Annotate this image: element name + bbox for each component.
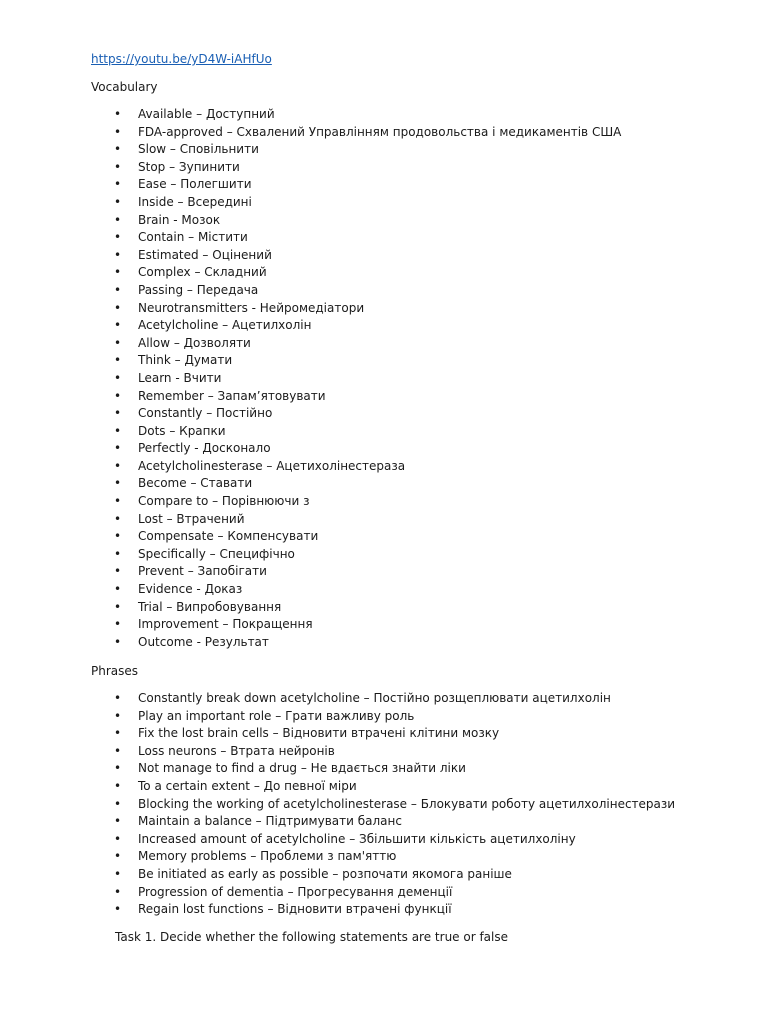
vocabulary-item-text: Dots – Крапки [138, 423, 226, 438]
vocabulary-item [0, 106, 621, 124]
vocabulary-item-text: Slow – Сповільнити [138, 142, 259, 157]
vocabulary-item [0, 124, 621, 142]
phrase-item [0, 884, 675, 902]
vocabulary-item-text: Complex – Складний [138, 265, 267, 280]
bullet-icon: • [114, 726, 122, 741]
phrase-item-text: Regain lost functions – Відновити втрачені функції [138, 902, 452, 917]
vocabulary-item [0, 370, 621, 388]
vocabulary-item [0, 282, 621, 300]
vocabulary-item [0, 458, 621, 476]
vocabulary-item-text: Inside – Всередині [138, 194, 252, 209]
vocabulary-item-text: Acetylcholinesterase – Ацетихолінестераза [138, 458, 406, 473]
bullet-icon: • [114, 796, 122, 811]
bullet-icon: • [114, 300, 122, 315]
bullet-icon: • [114, 546, 122, 561]
vocabulary-item-text: Allow – Дозволяти [138, 335, 251, 350]
vocabulary-item [0, 317, 621, 335]
vocabulary-item-text: Constantly – Постійно [138, 406, 273, 421]
bullet-icon: • [114, 142, 122, 157]
vocabulary-item [0, 423, 621, 441]
vocabulary-item-text: Brain - Мозок [138, 212, 221, 227]
vocabulary-item [0, 352, 621, 370]
vocabulary-item [0, 159, 621, 177]
bullet-icon: • [114, 458, 122, 473]
vocabulary-item-text: Acetylcholine – Ацетилхолін [138, 318, 312, 333]
vocabulary-item-text: Improvement – Покращення [138, 617, 313, 632]
phrase-item [0, 725, 675, 743]
vocabulary-item [0, 581, 621, 599]
vocabulary-item-text: Learn - Вчити [138, 370, 222, 385]
bullet-icon: • [114, 743, 122, 758]
phrase-item [0, 743, 675, 761]
bullet-icon: • [114, 884, 122, 899]
vocabulary-item [0, 194, 621, 212]
phrase-item-text: Not manage to find a drug – Не вдається знайти ліки [138, 761, 466, 776]
bullet-icon: • [114, 318, 122, 333]
task-1-instruction: Task 1. Decide whether the following statements are true or false [115, 930, 509, 944]
vocabulary-item [0, 300, 621, 318]
vocabulary-item-text: Contain – Містити [138, 230, 248, 245]
bullet-icon: • [114, 708, 122, 723]
phrase-item-text: Progression of dementia – Прогресування деменції [138, 884, 453, 899]
vocabulary-item [0, 634, 621, 652]
phrase-item [0, 690, 675, 708]
phrase-item [0, 760, 675, 778]
bullet-icon: • [114, 177, 122, 192]
vocabulary-item-text: Available – Доступний [138, 107, 275, 121]
bullet-icon: • [114, 282, 122, 297]
bullet-icon: • [114, 388, 122, 403]
phrase-item [0, 831, 675, 849]
bullet-icon: • [114, 529, 122, 544]
phrase-item-text: Play an important role – Грати важливу роль [138, 708, 415, 723]
phrase-item-text: Maintain a balance – Підтримувати баланс [138, 814, 402, 829]
bullet-icon: • [114, 423, 122, 438]
phrase-item [0, 778, 675, 796]
phrase-item-text: Fix the lost brain cells – Відновити втрачені клітини мозку [138, 726, 500, 741]
bullet-icon: • [114, 335, 122, 350]
bullet-icon: • [114, 476, 122, 491]
bullet-icon: • [114, 866, 122, 881]
phrase-item [0, 901, 675, 919]
bullet-icon: • [114, 902, 122, 917]
bullet-icon: • [114, 194, 122, 209]
bullet-icon: • [114, 634, 122, 649]
vocabulary-item [0, 264, 621, 282]
bullet-icon: • [114, 778, 122, 793]
vocabulary-item [0, 176, 621, 194]
bullet-icon: • [114, 265, 122, 280]
bullet-icon: • [114, 441, 122, 456]
vocabulary-item-text: Perfectly - Досконало [138, 441, 271, 456]
vocabulary-item-text: Compare to – Порівнюючи з [138, 494, 310, 509]
vocabulary-item-text: Outcome - Результат [138, 634, 269, 649]
bullet-icon: • [114, 849, 122, 864]
phrase-item-text: To a certain extent – До певної міри [138, 778, 357, 793]
phrase-item-text: Memory problems – Проблеми з пам'яттю [138, 849, 397, 864]
vocabulary-item-text: Evidence - Доказ [138, 582, 243, 597]
bullet-icon: • [114, 564, 122, 579]
bullet-icon: • [114, 691, 122, 705]
phrases-list [0, 690, 675, 919]
vocabulary-item [0, 599, 621, 617]
vocabulary-item [0, 475, 621, 493]
phrase-item-text: Loss neurons – Втрата нейронів [138, 743, 335, 758]
bullet-icon: • [114, 107, 122, 121]
phrase-item [0, 708, 675, 726]
vocabulary-item [0, 141, 621, 159]
vocabulary-item-text: FDA-approved – Схвалений Управлінням продовольства і медикаментів США [138, 124, 622, 139]
phrase-item [0, 796, 675, 814]
vocabulary-item [0, 335, 621, 353]
vocabulary-item-text: Neurotransmitters - Нейромедіатори [138, 300, 365, 315]
vocabulary-item [0, 405, 621, 423]
vocabulary-item [0, 546, 621, 564]
bullet-icon: • [114, 230, 122, 245]
vocabulary-list [0, 106, 621, 651]
bullet-icon: • [114, 599, 122, 614]
bullet-icon: • [114, 617, 122, 632]
vocabulary-item-text: Compensate – Компенсувати [138, 529, 319, 544]
vocabulary-item-text: Stop – Зупинити [138, 159, 240, 174]
bullet-icon: • [114, 814, 122, 829]
bullet-icon: • [114, 582, 122, 597]
phrases-heading: Phrases [91, 664, 139, 678]
phrase-item-text: Be initiated as early as possible – розпочати якомога раніше [138, 866, 512, 881]
vocabulary-item [0, 563, 621, 581]
bullet-icon: • [114, 159, 122, 174]
bullet-icon: • [114, 353, 122, 368]
vocabulary-item-text: Remember – Запам’ятовувати [138, 388, 326, 403]
vocabulary-item-text: Prevent – Запобігати [138, 564, 267, 579]
youtube-link[interactable]: https://youtu.be/yD4W-iAHfUo [91, 52, 272, 66]
vocabulary-item [0, 229, 621, 247]
phrase-item-text: Constantly break down acetylcholine – Постійно розщеплювати ацетилхолін [138, 691, 611, 705]
phrase-item-text: Increased amount of acetylcholine – Збільшити кількість ацетилхоліну [138, 831, 576, 846]
vocabulary-item [0, 616, 621, 634]
bullet-icon: • [114, 124, 122, 139]
phrase-item-text: Blocking the working of acetylcholinesterase – Блокувати роботу ацетилхолінестерази [138, 796, 676, 811]
vocabulary-item [0, 247, 621, 265]
vocabulary-item-text: Specifically – Специфічно [138, 546, 295, 561]
vocabulary-item [0, 511, 621, 529]
vocabulary-item-text: Lost – Втрачений [138, 511, 245, 526]
bullet-icon: • [114, 831, 122, 846]
vocabulary-item-text: Passing – Передача [138, 282, 259, 297]
phrase-item [0, 848, 675, 866]
bullet-icon: • [114, 247, 122, 262]
bullet-icon: • [114, 406, 122, 421]
bullet-icon: • [114, 212, 122, 227]
bullet-icon: • [114, 494, 122, 509]
vocabulary-item [0, 528, 621, 546]
vocabulary-item [0, 493, 621, 511]
bullet-icon: • [114, 761, 122, 776]
vocabulary-item [0, 440, 621, 458]
vocabulary-item [0, 212, 621, 230]
vocabulary-item-text: Trial – Випробовування [138, 599, 282, 614]
vocabulary-item-text: Become – Ставати [138, 476, 253, 491]
vocabulary-item-text: Think – Думати [138, 353, 233, 368]
vocabulary-heading: Vocabulary [91, 80, 158, 94]
phrase-item [0, 866, 675, 884]
bullet-icon: • [114, 511, 122, 526]
vocabulary-item-text: Estimated – Оцінений [138, 247, 272, 262]
phrase-item [0, 813, 675, 831]
bullet-icon: • [114, 370, 122, 385]
vocabulary-item-text: Ease – Полегшити [138, 177, 252, 192]
vocabulary-item [0, 388, 621, 406]
